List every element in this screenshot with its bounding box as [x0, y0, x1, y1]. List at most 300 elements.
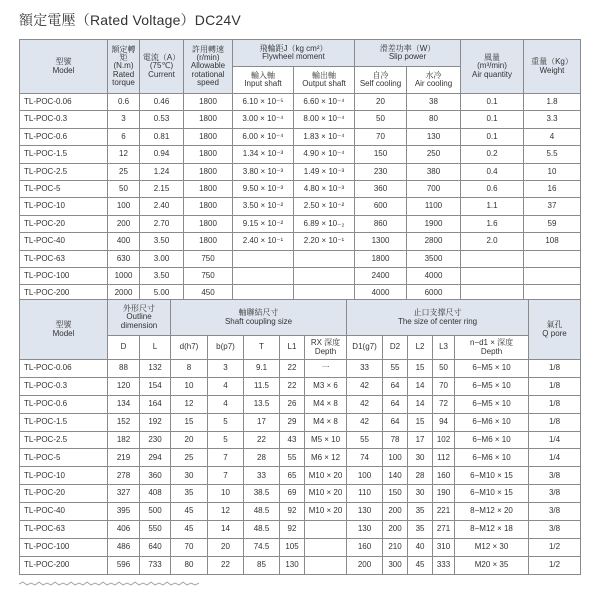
table-row	[20, 521, 581, 539]
table-cell: 278	[108, 467, 140, 485]
table-cell: 6.60 × 10⁻⁴	[294, 94, 355, 111]
table-row	[20, 360, 581, 378]
table-cell: 64	[383, 413, 408, 431]
table-cell: 1800	[184, 128, 233, 145]
subheader-cell: d(h7)	[171, 336, 208, 360]
subheader-cell: L3	[433, 336, 455, 360]
table-cell: 0.2	[461, 146, 524, 163]
table-cell: 1800	[184, 198, 233, 215]
table-cell	[305, 521, 347, 539]
table-cell: 0.1	[461, 111, 524, 128]
table-cell	[524, 267, 581, 284]
table-cell: 1000	[108, 267, 140, 284]
table-cell: 327	[108, 485, 140, 503]
table-cell	[305, 556, 347, 574]
table-cell: 33	[347, 360, 383, 378]
table-cell: 1/2	[529, 538, 581, 556]
table-cell: 630	[108, 250, 140, 267]
table-cell: 45	[171, 503, 208, 521]
table-cell: 130	[280, 556, 305, 574]
table-cell: 92	[280, 521, 305, 539]
table-cell: 6000	[407, 285, 461, 302]
table-cell: 55	[383, 360, 408, 378]
table-row	[20, 449, 581, 467]
table-row	[20, 467, 581, 485]
table-cell: 94	[433, 413, 455, 431]
subheader-cell: b(p7)	[208, 336, 244, 360]
model-cell: TL-POC-0.06	[20, 94, 108, 111]
table-cell: 596	[108, 556, 140, 574]
model-cell: TL-POC-10	[20, 198, 108, 215]
model-cell: TL-POC-2.5	[20, 431, 108, 449]
table-cell: 0.1	[461, 128, 524, 145]
table-cell: 134	[108, 395, 140, 413]
table-cell: 80	[407, 111, 461, 128]
model-cell: TL-POC-200	[20, 285, 108, 302]
table-cell: 1800	[184, 180, 233, 197]
table-cell: 11.5	[244, 377, 280, 395]
table-cell: 29	[280, 413, 305, 431]
table-cell: 42	[347, 395, 383, 413]
table-cell: 200	[347, 556, 383, 574]
table-row	[20, 250, 581, 267]
table-cell: 750	[184, 267, 233, 284]
subheader-cell: D1(g7)	[347, 336, 383, 360]
header-slip-power: 滑差功率（W） Slip power	[355, 40, 461, 67]
table-cell: 2.40 × 10⁻¹	[233, 233, 294, 250]
table-cell: 2.0	[461, 233, 524, 250]
model-cell: TL-POC-0.06	[20, 360, 108, 378]
table-cell: 271	[433, 521, 455, 539]
table-cell: 30	[408, 449, 433, 467]
table-cell: 3500	[407, 250, 461, 267]
table-cell: 65	[280, 467, 305, 485]
table-cell: 64	[383, 377, 408, 395]
table-cell: 6−M10 × 15	[455, 485, 529, 503]
table-cell: 14	[208, 521, 244, 539]
table-cell: 1800	[184, 163, 233, 180]
table-cell: 7	[208, 467, 244, 485]
table-cell: 406	[108, 521, 140, 539]
table-cell: 8−M12 × 20	[455, 503, 529, 521]
model-cell: TL-POC-2.5	[20, 163, 108, 180]
model-cell: TL-POC-5	[20, 180, 108, 197]
model-cell: TL-POC-5	[20, 449, 108, 467]
table-cell: 100	[108, 198, 140, 215]
subheader-cell: T	[244, 336, 280, 360]
table-cell: 130	[347, 503, 383, 521]
table-cell: 17	[244, 413, 280, 431]
table-cell	[294, 267, 355, 284]
table-cell: 408	[140, 485, 171, 503]
table-row	[20, 128, 581, 145]
subheader-cell: L2	[408, 336, 433, 360]
table-cell: 0.6	[461, 180, 524, 197]
table-cell: 154	[140, 377, 171, 395]
table-row	[20, 413, 581, 431]
table-cell: 12	[108, 146, 140, 163]
table-row	[20, 267, 581, 284]
table-cell: 15	[408, 360, 433, 378]
table-cell: M10 × 20	[305, 467, 347, 485]
table-row	[20, 180, 581, 197]
table-cell: 26	[280, 395, 305, 413]
table-row	[20, 377, 581, 395]
model-cell: TL-POC-40	[20, 503, 108, 521]
table-cell: 1800	[184, 215, 233, 232]
table-cell: M20 × 35	[455, 556, 529, 574]
header-input-shaft: 輸入軸 Input shaft	[233, 67, 294, 94]
table-cell: 1/2	[529, 556, 581, 574]
table-cell: M10 × 20	[305, 503, 347, 521]
table-cell: 50	[355, 111, 407, 128]
table-cell: 1.6	[461, 215, 524, 232]
table-cell: 6−M5 × 10	[455, 360, 529, 378]
model-cell: TL-POC-0.3	[20, 111, 108, 128]
table-row	[20, 431, 581, 449]
table-cell: 230	[140, 431, 171, 449]
table-cell: 5	[208, 413, 244, 431]
table-cell: M4 × 8	[305, 413, 347, 431]
table-cell: 1/8	[529, 377, 581, 395]
table-cell: 860	[355, 215, 407, 232]
table-cell: 2400	[355, 267, 407, 284]
table-cell: 4000	[355, 285, 407, 302]
table-cell: 8.00 × 10⁻⁴	[294, 111, 355, 128]
table-cell: 160	[347, 538, 383, 556]
table-cell: M10 × 20	[305, 485, 347, 503]
table-cell: 78	[383, 431, 408, 449]
table-cell: 733	[140, 556, 171, 574]
table-cell: 30	[171, 467, 208, 485]
table-cell: 69	[280, 485, 305, 503]
table-cell: 1.8	[524, 94, 581, 111]
footer-scribble	[19, 581, 199, 587]
table-cell: 2.20 × 10⁻¹	[294, 233, 355, 250]
table-cell: 130	[347, 521, 383, 539]
table-cell: 152	[108, 413, 140, 431]
table-cell: 360	[140, 467, 171, 485]
table-cell: 15	[171, 413, 208, 431]
table-cell: 140	[383, 467, 408, 485]
table-row	[20, 556, 581, 574]
header-current: 電流（A） (75℃) Current	[140, 40, 184, 94]
table-cell: 190	[433, 485, 455, 503]
table-cell: 6−M10 × 15	[455, 467, 529, 485]
table-cell: 0.4	[461, 163, 524, 180]
table-cell: 1/8	[529, 395, 581, 413]
table-cell: 4.90 × 10⁻⁴	[294, 146, 355, 163]
table-cell: 200	[383, 521, 408, 539]
table-cell	[233, 267, 294, 284]
table-cell: 4	[208, 377, 244, 395]
table-cell: 333	[433, 556, 455, 574]
subheader-cell: L1	[280, 336, 305, 360]
table-cell: 1/8	[529, 360, 581, 378]
table-cell: 6−M6 × 10	[455, 413, 529, 431]
table-cell: 6−M5 × 10	[455, 395, 529, 413]
table-cell: 35	[171, 485, 208, 503]
table-cell: 9.15 × 10⁻²	[233, 215, 294, 232]
table-cell: 1900	[407, 215, 461, 232]
page-title: 額定電壓（Rated Voltage）DC24V	[19, 12, 241, 28]
table-cell: 48.5	[244, 503, 280, 521]
table-cell: 3/8	[529, 467, 581, 485]
table-cell	[461, 267, 524, 284]
table-cell: 150	[383, 485, 408, 503]
model-cell: TL-POC-63	[20, 521, 108, 539]
table-cell: 5	[208, 431, 244, 449]
table-cell: 50	[108, 180, 140, 197]
table-cell: 150	[355, 146, 407, 163]
table-cell: 38	[407, 94, 461, 111]
table-cell: 310	[433, 538, 455, 556]
table-cell: 22	[280, 377, 305, 395]
table-row	[20, 198, 581, 215]
table-cell: M6 × 12	[305, 449, 347, 467]
table-cell: 164	[140, 395, 171, 413]
table-cell: 1800	[184, 111, 233, 128]
table-cell: 13.5	[244, 395, 280, 413]
table-cell: 3/8	[529, 521, 581, 539]
model-cell: TL-POC-200	[20, 556, 108, 574]
table-cell: 55	[280, 449, 305, 467]
table-cell: 4.80 × 10⁻³	[294, 180, 355, 197]
table-cell: 3.50	[140, 267, 184, 284]
table-cell: M12 × 30	[455, 538, 529, 556]
model-cell: TL-POC-40	[20, 233, 108, 250]
motor-spec-table	[19, 39, 581, 303]
table-cell	[305, 538, 347, 556]
table-cell: 360	[355, 180, 407, 197]
table-cell: 4000	[407, 267, 461, 284]
table-cell: 182	[108, 431, 140, 449]
table-cell	[524, 250, 581, 267]
table-cell: 1800	[184, 233, 233, 250]
header-air-cooling: 水冷 Air cooling	[407, 67, 461, 94]
table-cell: 0.46	[140, 94, 184, 111]
table-cell: 48.5	[244, 521, 280, 539]
table-cell: 22	[280, 360, 305, 378]
table-cell: 74.5	[244, 538, 280, 556]
table-cell: 486	[108, 538, 140, 556]
table-cell: 80	[171, 556, 208, 574]
table-cell: 160	[433, 467, 455, 485]
model-cell: TL-POC-1.5	[20, 146, 108, 163]
table-cell: 600	[355, 198, 407, 215]
table-cell: 92	[280, 503, 305, 521]
table-cell: 70	[433, 377, 455, 395]
table-cell: 3	[108, 111, 140, 128]
table-cell: 43	[280, 431, 305, 449]
table-cell: 110	[347, 485, 383, 503]
table-cell: 3.3	[524, 111, 581, 128]
table-cell: 1.83 × 10⁻⁴	[294, 128, 355, 145]
table-cell: 6−M6 × 10	[455, 431, 529, 449]
table-cell: 4	[524, 128, 581, 145]
header-flywheel: 飛輪距J（kg cm²） Flywheel moment	[233, 40, 355, 67]
table-cell: 35	[408, 503, 433, 521]
table-cell: M3 × 6	[305, 377, 347, 395]
table-cell: 17	[408, 431, 433, 449]
table-cell: 200	[383, 503, 408, 521]
table-cell: 8	[171, 360, 208, 378]
table-cell: 0.53	[140, 111, 184, 128]
table-cell: 192	[140, 413, 171, 431]
table-cell: 1800	[355, 250, 407, 267]
table-cell: 230	[355, 163, 407, 180]
table-cell: 74	[347, 449, 383, 467]
table-cell: 219	[108, 449, 140, 467]
table-cell: 22	[244, 431, 280, 449]
subheader-cell: RX 深度 Depth	[305, 336, 347, 360]
header-output-shaft: 輸出軸 Output shaft	[294, 67, 355, 94]
table-cell: 102	[433, 431, 455, 449]
header-center-ring: 止口支撑尺寸 The size of center ring	[347, 300, 529, 336]
table-cell: 25	[108, 163, 140, 180]
table-cell: 294	[140, 449, 171, 467]
subheader-cell: D2	[383, 336, 408, 360]
table-cell: 221	[433, 503, 455, 521]
header-outline: 外形尺寸 Outline dimension	[108, 300, 171, 336]
table-cell: 1800	[184, 146, 233, 163]
table-cell: 6−M6 × 10	[455, 449, 529, 467]
table-cell: 250	[407, 146, 461, 163]
header-air-quantity: 風量 (m³/min) Air quantity	[461, 40, 524, 94]
table-cell: 210	[383, 538, 408, 556]
table-cell: 40	[408, 538, 433, 556]
table-row	[20, 233, 581, 250]
table-cell: 0.6	[108, 94, 140, 111]
table-row	[20, 503, 581, 521]
model-cell: TL-POC-1.5	[20, 413, 108, 431]
table-cell: 9.1	[244, 360, 280, 378]
table-cell: 3.00 × 10⁻⁴	[233, 111, 294, 128]
table-cell: 750	[184, 250, 233, 267]
table-cell: 12	[208, 503, 244, 521]
table-row	[20, 163, 581, 180]
table-row	[20, 485, 581, 503]
table-cell: 6−M5 × 10	[455, 377, 529, 395]
table-cell: 85	[244, 556, 280, 574]
table-row	[20, 215, 581, 232]
header-weight: 重量（Kg） Weight	[524, 40, 581, 94]
table-cell: 30	[408, 485, 433, 503]
header-shaft-coupling: 軸聯結尺寸 Shaft coupling size	[171, 300, 347, 336]
table-cell: 1.24	[140, 163, 184, 180]
table-cell: 2.70	[140, 215, 184, 232]
table-cell: 38.5	[244, 485, 280, 503]
table-cell: 0.94	[140, 146, 184, 163]
table-row	[20, 111, 581, 128]
table-cell: 700	[407, 180, 461, 197]
table-cell: 25	[171, 449, 208, 467]
table-cell: 20	[355, 94, 407, 111]
model-cell: TL-POC-100	[20, 538, 108, 556]
model-cell: TL-POC-10	[20, 467, 108, 485]
table-cell: 1.49 × 10⁻³	[294, 163, 355, 180]
table-cell: 8−M12 × 18	[455, 521, 529, 539]
table-cell: 1.34 × 10⁻³	[233, 146, 294, 163]
table-cell: 37	[524, 198, 581, 215]
table-cell: 7	[208, 449, 244, 467]
table-cell: 28	[244, 449, 280, 467]
table-cell: 6	[108, 128, 140, 145]
table-cell: 1800	[184, 94, 233, 111]
table-cell: 380	[407, 163, 461, 180]
table-cell: 10	[208, 485, 244, 503]
table-cell: 108	[524, 233, 581, 250]
table-cell: 3/8	[529, 485, 581, 503]
table-cell: 20	[208, 538, 244, 556]
table-cell: 33	[244, 467, 280, 485]
table-row	[20, 395, 581, 413]
table-cell: 500	[140, 503, 171, 521]
table-cell: 42	[347, 377, 383, 395]
table-cell: 112	[433, 449, 455, 467]
table-cell: 1/4	[529, 431, 581, 449]
table-cell: 2000	[108, 285, 140, 302]
table-cell: 105	[280, 538, 305, 556]
table-cell: 6.10 × 10⁻⁵	[233, 94, 294, 111]
table-cell: 132	[140, 360, 171, 378]
table-cell: 1300	[355, 233, 407, 250]
header-speed: 許用轉速 (r/min) Allowable rotational speed	[184, 40, 233, 94]
model-cell: TL-POC-0.6	[20, 128, 108, 145]
table-cell: 22	[208, 556, 244, 574]
table-cell: 2800	[407, 233, 461, 250]
table-cell: 3.80 × 10⁻³	[233, 163, 294, 180]
model-cell: TL-POC-20	[20, 215, 108, 232]
table-cell: 1100	[407, 198, 461, 215]
table-cell: 45	[408, 556, 433, 574]
table-cell: 2.50 × 10⁻²	[294, 198, 355, 215]
table-cell: 50	[433, 360, 455, 378]
table-row	[20, 538, 581, 556]
table-cell: 3/8	[529, 503, 581, 521]
table-cell: 35	[408, 521, 433, 539]
model-cell: TL-POC-20	[20, 485, 108, 503]
table-cell: 59	[524, 215, 581, 232]
table-cell: 1/4	[529, 449, 581, 467]
table-cell	[233, 250, 294, 267]
table-cell: 12	[171, 395, 208, 413]
table-cell: 395	[108, 503, 140, 521]
table-cell: 一	[305, 360, 347, 378]
table-cell: 1.1	[461, 198, 524, 215]
table-cell: 14	[408, 377, 433, 395]
table-cell: 15	[408, 413, 433, 431]
table-cell: 72	[433, 395, 455, 413]
table-cell: 300	[383, 556, 408, 574]
header-model: 型號 Model	[20, 40, 108, 94]
header-rated-torque: 額定轉矩 (N.m) Rated torque	[108, 40, 140, 94]
table-cell: 1/8	[529, 413, 581, 431]
table-cell: 42	[347, 413, 383, 431]
table-cell: 55	[347, 431, 383, 449]
table-cell: 550	[140, 521, 171, 539]
table-cell: 2.40	[140, 198, 184, 215]
table-cell: 100	[383, 449, 408, 467]
table-cell	[294, 250, 355, 267]
header-model: 型號 Model	[20, 300, 108, 360]
table-cell: 6.00 × 10⁻⁴	[233, 128, 294, 145]
subheader-cell: L	[140, 336, 171, 360]
header-q-pore: 氣孔 Q pore	[529, 300, 581, 360]
table-cell: 130	[407, 128, 461, 145]
table-cell: 20	[171, 431, 208, 449]
table-row	[20, 94, 581, 111]
